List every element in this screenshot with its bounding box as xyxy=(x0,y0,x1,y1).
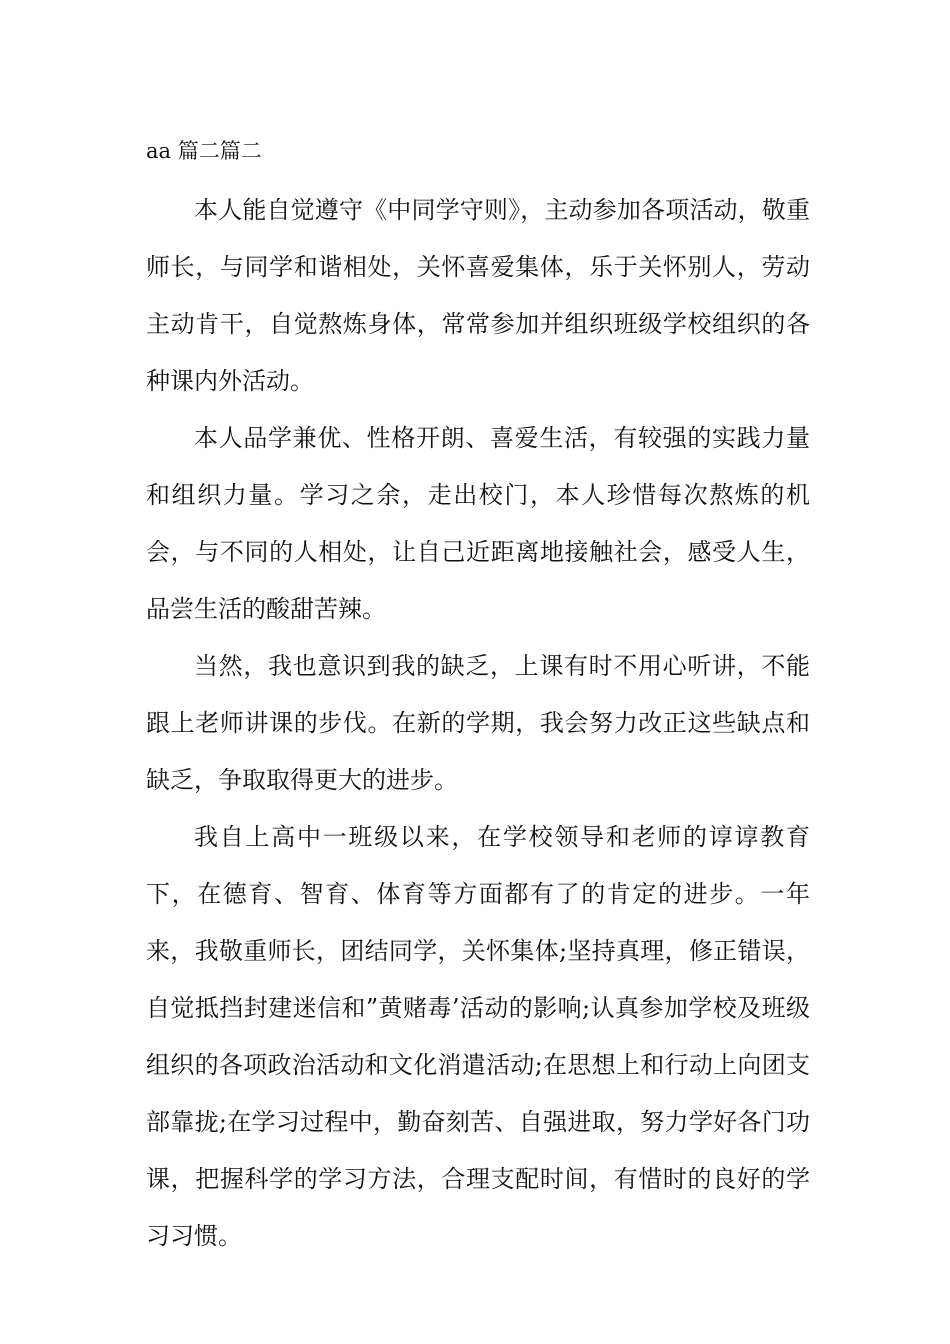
document-body xyxy=(146,130,810,1265)
paragraph-4: 我自上高中一班级以来，在学校领导和老师的谆谆教育下，在德育、智育、体育等方面都有了的肯定的进步。一年来，我敬重师长，团结同学，关怀集体;坚持真理，修正错误，自觉抵挡封建迷信和”黄赌毒’活动的影响;认真参加学校及班级组织的各项政治活动和文化消遣活动;在思想上和行动上向团支部靠拢;在学习过程中，勤奋刻苦、自强进取，努力学好各门功课，把握科学的学习方法，合理支配时间，有惜时的良好的学习习惯。 xyxy=(146,823,810,1250)
document-title: aa 篇二篇二 xyxy=(146,139,262,163)
paragraph-3: 当然，我也意识到我的缺乏，上课有时不用心听讲，不能跟上老师讲课的步伐。在新的学期，我会努力改正这些缺点和缺乏，争取取得更大的进步。 xyxy=(146,652,810,794)
paragraph-1: 本人能自觉遵守《中同学守则》，主动参加各项活动，敬重师长，与同学和谐相处，关怀喜爱集体，乐于关怀别人，劳动主动肯干，自觉熬炼身体，常常参加并组织班级学校组织的各种课内外活动。 xyxy=(146,196,810,395)
paragraph-2: 本人品学兼优、性格开朗、喜爱生活，有较强的实践力量和组织力量。学习之余，走出校门，本人珍惜每次熬炼的机会，与不同的人相处，让自己近距离地接触社会，感受人生，品尝生活的酸甜苦辣。 xyxy=(146,424,810,623)
